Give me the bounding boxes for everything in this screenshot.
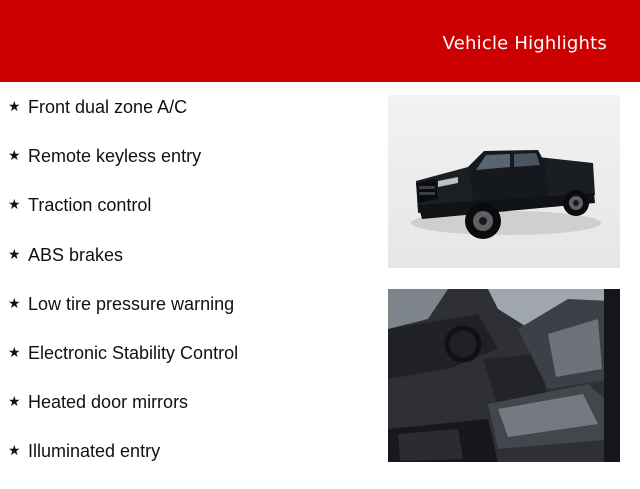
star-icon: ★ — [8, 442, 21, 459]
feature-label: Front dual zone A/C — [28, 97, 188, 117]
feature-item — [8, 292, 368, 341]
star-icon: ★ — [8, 98, 21, 114]
star-icon: ★ — [8, 343, 21, 360]
feature-label: Illuminated entry — [28, 441, 161, 462]
feature-label: ABS brakes — [28, 244, 124, 265]
feature-item — [8, 144, 368, 193]
page-title: Vehicle Highlights — [442, 33, 607, 54]
feature-item — [8, 341, 368, 390]
feature-label: Electronic Stability Control — [28, 342, 239, 363]
star-icon: ★ — [8, 245, 21, 262]
truck-interior-photo — [388, 289, 620, 462]
feature-item — [8, 390, 368, 439]
truck-exterior-photo — [388, 95, 620, 268]
feature-item — [8, 439, 368, 488]
header-banner — [0, 0, 640, 82]
feature-item — [8, 243, 368, 292]
feature-item — [8, 193, 368, 242]
star-icon: ★ — [8, 147, 21, 164]
star-icon: ★ — [8, 393, 21, 410]
feature-list — [8, 95, 368, 489]
feature-item — [8, 95, 368, 144]
feature-label: Low tire pressure warning — [28, 293, 235, 314]
feature-label: Heated door mirrors — [28, 392, 189, 413]
feature-label: Traction control — [28, 195, 152, 216]
star-icon: ★ — [8, 294, 21, 311]
feature-label: Remote keyless entry — [28, 146, 202, 167]
star-icon: ★ — [8, 196, 21, 213]
